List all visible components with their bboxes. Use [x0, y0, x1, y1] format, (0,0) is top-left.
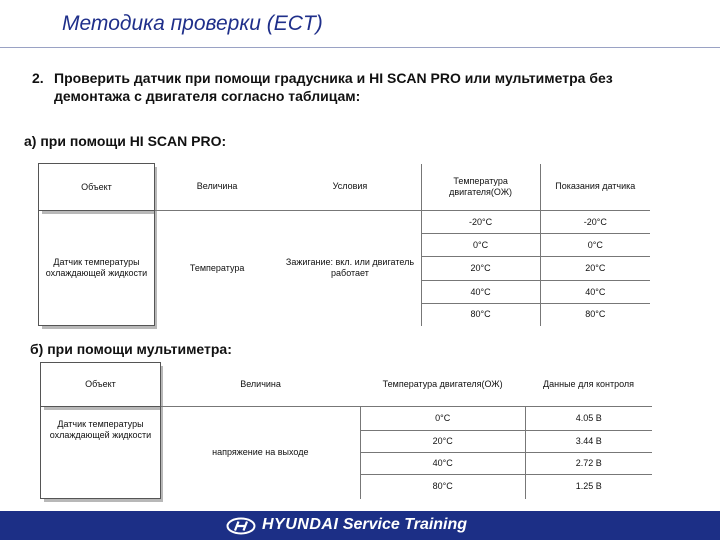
- hiscan-table: [38, 163, 650, 326]
- cell-engine-temp: 80°C: [421, 304, 540, 326]
- header-conditions: Условия: [332, 181, 368, 192]
- footer-brand-text: [262, 516, 467, 534]
- header-engine-temp: Температура двигателя(ОЖ): [421, 164, 540, 211]
- cell-object: Датчик температуры охлаждающей жидкости: [39, 211, 155, 326]
- cell-sensor-reading: 80°C: [540, 304, 650, 326]
- header-object: Объект: [41, 363, 161, 407]
- hyundai-logo-icon: [226, 517, 256, 535]
- cell-quantity: Температура: [154, 211, 279, 326]
- cell-engine-temp: 40°C: [421, 281, 540, 304]
- section-b-heading: б) при помощи мультиметра:: [30, 341, 232, 357]
- cell-sensor-reading: -20°C: [540, 211, 650, 234]
- cell-sensor-reading: 0°C: [540, 234, 650, 257]
- header-object: Объект: [39, 164, 155, 211]
- cell-conditions: Зажигание: вкл. или двигатель работает: [279, 211, 421, 326]
- cell-check-value: 4.05 В: [525, 407, 652, 431]
- cell-sensor-reading: 40°C: [540, 281, 650, 304]
- cell-engine-temp: -20°C: [421, 211, 540, 234]
- section-a-heading: а) при помощи HI SCAN PRO:: [24, 133, 227, 149]
- cell-engine-temp: 20°C: [421, 257, 540, 281]
- cell-engine-temp: 0°C: [421, 234, 540, 257]
- cell-engine-temp: 20°C: [360, 431, 525, 453]
- cell-engine-temp: 40°C: [360, 453, 525, 475]
- header-engine-temp: Температура двигателя(ОЖ): [382, 378, 503, 389]
- instruction-number: 2.: [32, 70, 44, 86]
- cell-engine-temp: 0°C: [360, 407, 525, 431]
- multimeter-table: [40, 362, 652, 499]
- table-header-row: [39, 164, 651, 211]
- cell-quantity: напряжение на выходе: [160, 407, 360, 499]
- cell-check-value: 1.25 В: [525, 475, 652, 499]
- header-quantity: Величина: [196, 181, 238, 192]
- footer-suffix: Service Training: [342, 516, 468, 533]
- cell-check-value: 3.44 В: [525, 431, 652, 453]
- instruction: [32, 69, 692, 105]
- footer-brand: HYUNDAI: [262, 516, 339, 533]
- title-divider: [0, 47, 720, 48]
- cell-sensor-reading: 20°C: [540, 257, 650, 281]
- header-check-data: Данные для контроля: [543, 378, 635, 389]
- instruction-text: Проверить датчик при помощи градусника и HI SCAN PRO или мультиметра без демонтажа с двигателя согласно таблицам:: [54, 70, 613, 104]
- cell-check-value: 2.72 В: [525, 453, 652, 475]
- table-row: [39, 211, 651, 234]
- cell-object: Датчик температуры охлаждающей жидкости: [41, 407, 161, 499]
- table-header-row: [41, 363, 653, 407]
- footer-bar: [0, 511, 720, 540]
- table-row: [41, 407, 653, 431]
- header-quantity: Величина: [240, 378, 281, 389]
- page-title: Методика проверки (ECT): [62, 12, 323, 35]
- cell-engine-temp: 80°C: [360, 475, 525, 499]
- header-sensor-reading: Показания датчика: [540, 164, 650, 211]
